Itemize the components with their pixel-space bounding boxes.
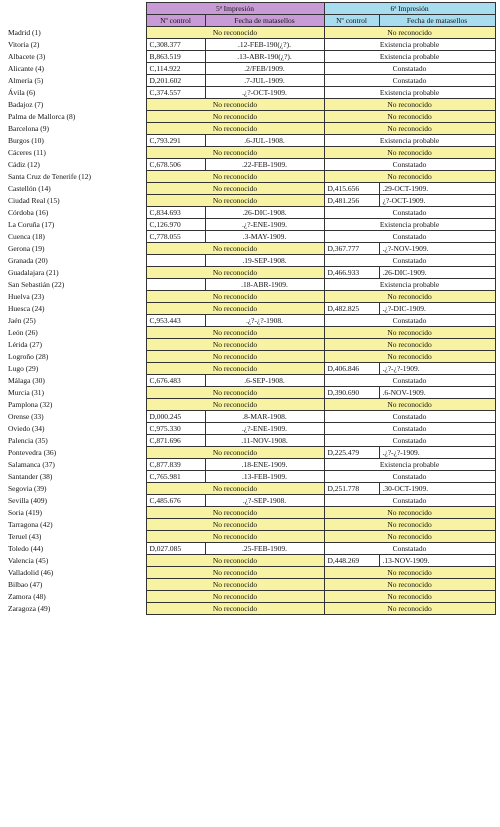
table-row: [5, 507, 495, 519]
status-impresion-5: No reconocido: [146, 567, 324, 579]
fecha-impresion-5: .6-JUL-1908.: [205, 135, 324, 147]
ncontrol-impresion-6: D,390.690: [324, 387, 379, 399]
status-impresion-5: No reconocido: [146, 27, 324, 39]
fecha-impresion-5: .25-FEB-1909.: [205, 543, 324, 555]
status-impresion-6: No reconocido: [324, 603, 495, 615]
row-label: Orense (33): [5, 411, 146, 423]
table-row: [5, 135, 495, 147]
table-row: [5, 375, 495, 387]
status-impresion-5: No reconocido: [146, 483, 324, 495]
row-label: Badajoz (7): [5, 99, 146, 111]
table-row: [5, 459, 495, 471]
table-row: [5, 27, 495, 39]
fecha-impresion-5: .2/FEB/1909.: [205, 63, 324, 75]
header-row-columns: [5, 15, 495, 27]
ncontrol-impresion-5: C,877.839: [146, 459, 205, 471]
row-label: Guadalajara (21): [5, 267, 146, 279]
table-row: [5, 555, 495, 567]
fecha-impresion-6: .30-OCT-1909.: [379, 483, 495, 495]
row-label: Pontevedra (36): [5, 447, 146, 459]
fecha-impresion-5: .18-ENE-1909.: [205, 459, 324, 471]
row-label: Cádiz (12): [5, 159, 146, 171]
status-impresion-6: No reconocido: [324, 507, 495, 519]
row-label: Madrid (1): [5, 27, 146, 39]
status-impresion-5: No reconocido: [146, 387, 324, 399]
row-label: Huelva (23): [5, 291, 146, 303]
status-impresion-6: No reconocido: [324, 579, 495, 591]
ncontrol-impresion-5: C,765.981: [146, 471, 205, 483]
fecha-impresion-5: .22-FEB-1909.: [205, 159, 324, 171]
row-label: Alicante (4): [5, 63, 146, 75]
status-impresion-6: No reconocido: [324, 567, 495, 579]
status-impresion-6: Existencia probable: [324, 459, 495, 471]
table-row: [5, 603, 495, 615]
row-label: Pamplona (32): [5, 399, 146, 411]
status-impresion-6: Constatado: [324, 435, 495, 447]
row-label: Vitoria (2): [5, 39, 146, 51]
header-fecha-5: Fecha de matasellos: [205, 15, 324, 27]
row-label: Huesca (24): [5, 303, 146, 315]
status-impresion-6: Constatado: [324, 63, 495, 75]
status-impresion-5: No reconocido: [146, 99, 324, 111]
fecha-impresion-5: .¿?-¿?-1908.: [205, 315, 324, 327]
status-impresion-6: Constatado: [324, 375, 495, 387]
fecha-impresion-6: .13-NOV-1909.: [379, 555, 495, 567]
table-row: [5, 351, 495, 363]
header-corner-2: [5, 15, 146, 27]
fecha-impresion-5: .6-SEP-1908.: [205, 375, 324, 387]
table-row: [5, 171, 495, 183]
table-row: [5, 147, 495, 159]
fecha-impresion-5: .26-DIC-1908.: [205, 207, 324, 219]
status-impresion-6: No reconocido: [324, 327, 495, 339]
status-impresion-5: No reconocido: [146, 555, 324, 567]
table-row: [5, 495, 495, 507]
ncontrol-impresion-6: D,367.777: [324, 243, 379, 255]
ncontrol-impresion-5: C,953.443: [146, 315, 205, 327]
table-row: [5, 267, 495, 279]
ncontrol-impresion-5: C,114.922: [146, 63, 205, 75]
row-label: Palencia (35): [5, 435, 146, 447]
row-label: Salamanca (37): [5, 459, 146, 471]
status-impresion-6: No reconocido: [324, 123, 495, 135]
fecha-impresion-6: ¿?-OCT-1909.: [379, 195, 495, 207]
fecha-impresion-5: .13-ABR-190(¿?).: [205, 51, 324, 63]
row-label: Ciudad Real (15): [5, 195, 146, 207]
fecha-impresion-5: .8-MAR-1908.: [205, 411, 324, 423]
row-label: Oviedo (34): [5, 423, 146, 435]
row-label: Málaga (30): [5, 375, 146, 387]
status-impresion-5: No reconocido: [146, 519, 324, 531]
ncontrol-impresion-6: D,482.825: [324, 303, 379, 315]
row-label: Jaén (25): [5, 315, 146, 327]
status-impresion-5: No reconocido: [146, 183, 324, 195]
ncontrol-impresion-6: D,466.933: [324, 267, 379, 279]
row-label: Tarragona (42): [5, 519, 146, 531]
table-row: [5, 567, 495, 579]
row-label: Cuenca (18): [5, 231, 146, 243]
table-row: [5, 327, 495, 339]
header-row-impressions: [5, 3, 495, 15]
status-impresion-6: Existencia probable: [324, 135, 495, 147]
table-row: [5, 591, 495, 603]
ncontrol-impresion-5: [146, 279, 205, 291]
status-impresion-6: Constatado: [324, 411, 495, 423]
postmark-table: [5, 2, 496, 615]
table-row: [5, 579, 495, 591]
table-row: [5, 123, 495, 135]
fecha-impresion-5: .¿?-OCT-1909.: [205, 87, 324, 99]
ncontrol-impresion-5: C,871.696: [146, 435, 205, 447]
status-impresion-6: Constatado: [324, 423, 495, 435]
status-impresion-5: No reconocido: [146, 447, 324, 459]
table-row: [5, 279, 495, 291]
status-impresion-5: No reconocido: [146, 351, 324, 363]
row-label: Zamora (48): [5, 591, 146, 603]
status-impresion-6: No reconocido: [324, 531, 495, 543]
ncontrol-impresion-6: D,225.479: [324, 447, 379, 459]
status-impresion-6: No reconocido: [324, 171, 495, 183]
status-impresion-5: No reconocido: [146, 531, 324, 543]
status-impresion-5: No reconocido: [146, 591, 324, 603]
fecha-impresion-5: .19-SEP-1908.: [205, 255, 324, 267]
table-row: [5, 231, 495, 243]
row-label: Segovia (39): [5, 483, 146, 495]
row-label: Logroño (28): [5, 351, 146, 363]
status-impresion-6: Existencia probable: [324, 87, 495, 99]
status-impresion-6: No reconocido: [324, 519, 495, 531]
row-label: Gerona (19): [5, 243, 146, 255]
fecha-impresion-5: .¿?-ENE-1909.: [205, 219, 324, 231]
header-impresion-6: 6ª Impresión: [324, 3, 495, 15]
ncontrol-impresion-6: D,415.656: [324, 183, 379, 195]
status-impresion-5: No reconocido: [146, 327, 324, 339]
status-impresion-6: Constatado: [324, 471, 495, 483]
status-impresion-6: Existencia probable: [324, 219, 495, 231]
ncontrol-impresion-5: [146, 255, 205, 267]
row-label: Valladolid (46): [5, 567, 146, 579]
table-row: [5, 75, 495, 87]
ncontrol-impresion-5: D,000.245: [146, 411, 205, 423]
status-impresion-6: Existencia probable: [324, 39, 495, 51]
table-row: [5, 291, 495, 303]
fecha-impresion-6: .6-NOV-1909.: [379, 387, 495, 399]
ncontrol-impresion-6: D,251.778: [324, 483, 379, 495]
status-impresion-6: No reconocido: [324, 399, 495, 411]
header-ncontrol-5: Nº control: [146, 15, 205, 27]
row-label: Sevilla (409): [5, 495, 146, 507]
table-row: [5, 303, 495, 315]
status-impresion-6: Constatado: [324, 231, 495, 243]
row-label: Cáceres (11): [5, 147, 146, 159]
row-label: Santa Cruz de Tenerife (12): [5, 171, 146, 183]
status-impresion-5: No reconocido: [146, 111, 324, 123]
row-label: Murcia (31): [5, 387, 146, 399]
ncontrol-impresion-5: C,778.055: [146, 231, 205, 243]
fecha-impresion-6: .29-OCT-1909.: [379, 183, 495, 195]
status-impresion-5: No reconocido: [146, 399, 324, 411]
table-row: [5, 339, 495, 351]
table-row: [5, 243, 495, 255]
status-impresion-5: No reconocido: [146, 267, 324, 279]
table-row: [5, 411, 495, 423]
table-row: [5, 519, 495, 531]
row-label: Zaragoza (49): [5, 603, 146, 615]
fecha-impresion-6: .¿?-DIC-1909.: [379, 303, 495, 315]
table-row: [5, 195, 495, 207]
status-impresion-5: No reconocido: [146, 339, 324, 351]
header-fecha-6: Fecha de matasellos: [379, 15, 495, 27]
row-label: Almería (5): [5, 75, 146, 87]
row-label: Córdoba (16): [5, 207, 146, 219]
table-row: [5, 531, 495, 543]
status-impresion-5: No reconocido: [146, 363, 324, 375]
table-row: [5, 315, 495, 327]
table-row: [5, 51, 495, 63]
table-row: [5, 183, 495, 195]
table-row: [5, 447, 495, 459]
table-row: [5, 423, 495, 435]
status-impresion-6: No reconocido: [324, 351, 495, 363]
status-impresion-5: No reconocido: [146, 243, 324, 255]
status-impresion-5: No reconocido: [146, 171, 324, 183]
status-impresion-6: Constatado: [324, 315, 495, 327]
ncontrol-impresion-5: C,676.483: [146, 375, 205, 387]
status-impresion-6: No reconocido: [324, 99, 495, 111]
ncontrol-impresion-5: D,201.602: [146, 75, 205, 87]
fecha-impresion-5: .11-NOV-1908.: [205, 435, 324, 447]
fecha-impresion-5: .¿?-ENE-1909.: [205, 423, 324, 435]
status-impresion-5: No reconocido: [146, 123, 324, 135]
row-label: Lérida (27): [5, 339, 146, 351]
table-row: [5, 207, 495, 219]
ncontrol-impresion-5: C,308.377: [146, 39, 205, 51]
status-impresion-6: No reconocido: [324, 291, 495, 303]
fecha-impresion-5: .7-JUL-1909.: [205, 75, 324, 87]
status-impresion-5: No reconocido: [146, 291, 324, 303]
row-label: León (26): [5, 327, 146, 339]
ncontrol-impresion-6: D,481.256: [324, 195, 379, 207]
row-label: Barcelona (9): [5, 123, 146, 135]
row-label: Valencia (45): [5, 555, 146, 567]
table-row: [5, 543, 495, 555]
ncontrol-impresion-5: C,126.970: [146, 219, 205, 231]
table-row: [5, 219, 495, 231]
status-impresion-6: Existencia probable: [324, 51, 495, 63]
row-label: Castellón (14): [5, 183, 146, 195]
table-row: [5, 111, 495, 123]
fecha-impresion-6: .26-DIC-1909.: [379, 267, 495, 279]
table-row: [5, 387, 495, 399]
status-impresion-6: No reconocido: [324, 147, 495, 159]
row-label: Teruel (43): [5, 531, 146, 543]
status-impresion-6: Constatado: [324, 543, 495, 555]
row-label: Ávila (6): [5, 87, 146, 99]
table-row: [5, 99, 495, 111]
ncontrol-impresion-5: C,485.676: [146, 495, 205, 507]
ncontrol-impresion-5: D,027.085: [146, 543, 205, 555]
ncontrol-impresion-5: C,793.291: [146, 135, 205, 147]
status-impresion-6: Constatado: [324, 207, 495, 219]
status-impresion-6: Constatado: [324, 75, 495, 87]
ncontrol-impresion-5: C,374.557: [146, 87, 205, 99]
row-label: Albacete (3): [5, 51, 146, 63]
row-label: Palma de Mallorca (8): [5, 111, 146, 123]
row-label: La Coruña (17): [5, 219, 146, 231]
status-impresion-5: No reconocido: [146, 507, 324, 519]
status-impresion-5: No reconocido: [146, 303, 324, 315]
status-impresion-5: No reconocido: [146, 195, 324, 207]
fecha-impresion-6: .¿?-¿?-1909.: [379, 447, 495, 459]
status-impresion-6: No reconocido: [324, 591, 495, 603]
fecha-impresion-5: .¿?-SEP-1908.: [205, 495, 324, 507]
status-impresion-5: No reconocido: [146, 147, 324, 159]
table-row: [5, 471, 495, 483]
row-label: Bilbao (47): [5, 579, 146, 591]
ncontrol-impresion-5: B,863.519: [146, 51, 205, 63]
status-impresion-6: Constatado: [324, 255, 495, 267]
fecha-impresion-5: .18-ABR-1909.: [205, 279, 324, 291]
row-label: San Sebastián (22): [5, 279, 146, 291]
status-impresion-6: No reconocido: [324, 339, 495, 351]
table-row: [5, 159, 495, 171]
table-row: [5, 399, 495, 411]
table-row: [5, 483, 495, 495]
status-impresion-6: Existencia probable: [324, 279, 495, 291]
table-row: [5, 363, 495, 375]
status-impresion-5: No reconocido: [146, 603, 324, 615]
table-row: [5, 39, 495, 51]
header-impresion-5: 5ª Impresión: [146, 3, 324, 15]
ncontrol-impresion-6: D,406.846: [324, 363, 379, 375]
table-row: [5, 435, 495, 447]
ncontrol-impresion-5: C,975.330: [146, 423, 205, 435]
fecha-impresion-6: .¿?-¿?-1909.: [379, 363, 495, 375]
status-impresion-6: No reconocido: [324, 27, 495, 39]
status-impresion-6: Constatado: [324, 495, 495, 507]
ncontrol-impresion-6: D,448.269: [324, 555, 379, 567]
status-impresion-6: Constatado: [324, 159, 495, 171]
header-ncontrol-6: Nº control: [324, 15, 379, 27]
ncontrol-impresion-5: C,678.506: [146, 159, 205, 171]
row-label: Burgos (10): [5, 135, 146, 147]
ncontrol-impresion-5: C,834.693: [146, 207, 205, 219]
header-corner: [5, 3, 146, 15]
fecha-impresion-5: .13-FEB-1909.: [205, 471, 324, 483]
table-row: [5, 87, 495, 99]
fecha-impresion-6: .¿?-NOV-1909.: [379, 243, 495, 255]
status-impresion-5: No reconocido: [146, 579, 324, 591]
row-label: Granada (20): [5, 255, 146, 267]
row-label: Lugo (29): [5, 363, 146, 375]
table-row: [5, 255, 495, 267]
status-impresion-6: No reconocido: [324, 111, 495, 123]
fecha-impresion-5: .3-MAY-1909.: [205, 231, 324, 243]
row-label: Soria (419): [5, 507, 146, 519]
table-row: [5, 63, 495, 75]
row-label: Santander (38): [5, 471, 146, 483]
fecha-impresion-5: .12-FEB-190(¿?).: [205, 39, 324, 51]
row-label: Toledo (44): [5, 543, 146, 555]
